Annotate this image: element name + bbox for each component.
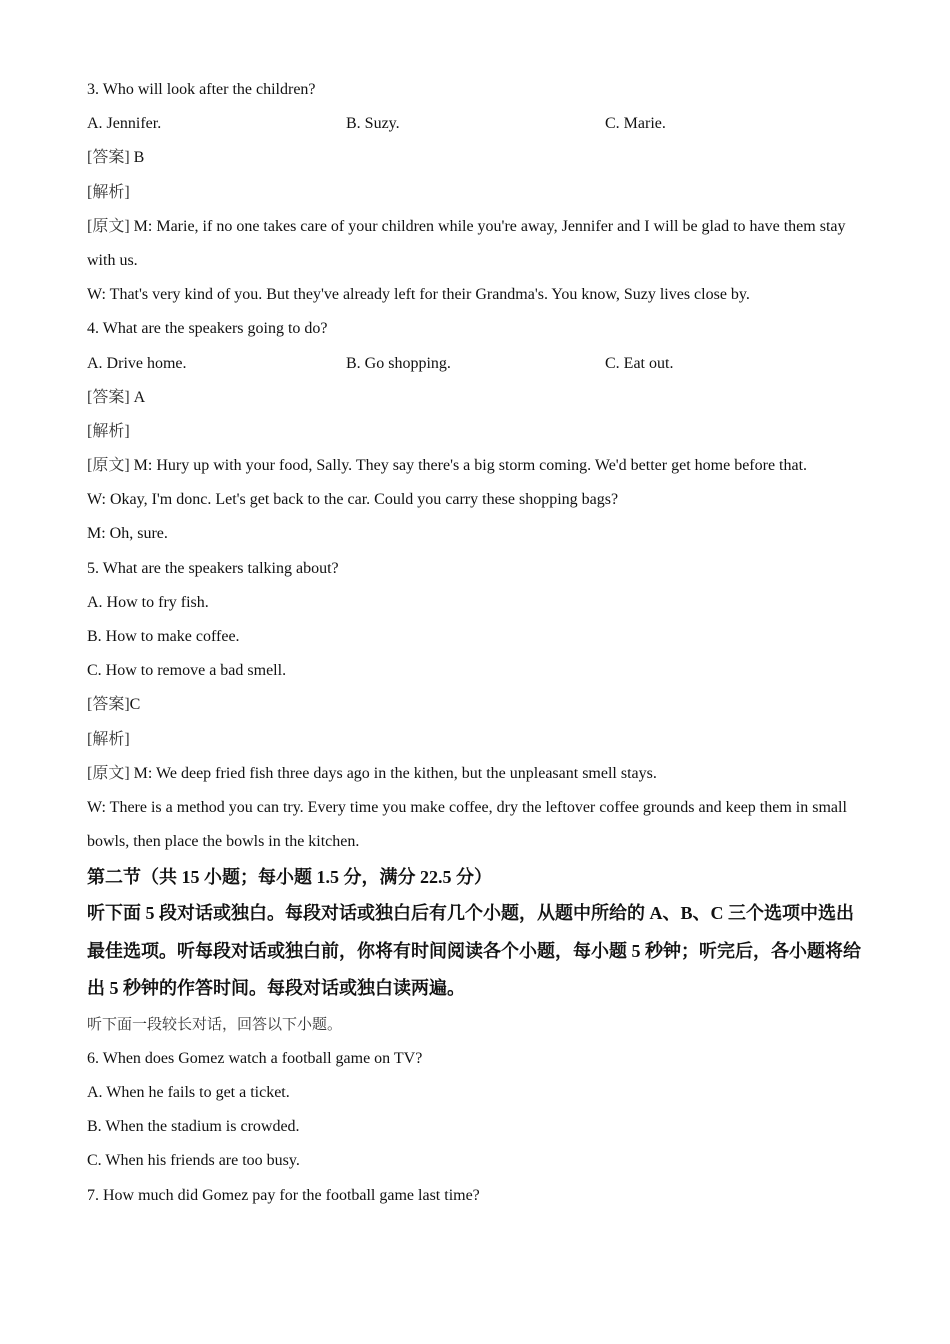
analysis-label-5: [解析] <box>87 730 130 748</box>
transcript-label: [原文] <box>87 217 130 235</box>
document-page <box>87 73 867 1213</box>
answer-label: [答案] <box>87 149 130 167</box>
dialogue-intro: 听下面一段较长对话，回答以下小题。 <box>87 1016 343 1033</box>
question-4-options <box>87 347 867 381</box>
option-a: A. Jennifer. <box>87 115 162 133</box>
option-a: A. When he fails to get a ticket. <box>87 1084 290 1102</box>
option-a: A. How to fry fish. <box>87 593 209 611</box>
option-c: C. When his friends are too busy. <box>87 1152 300 1170</box>
transcript-4-line-3: M: Oh, sure. <box>87 525 168 543</box>
transcript-5-line-2: W: There is a method you can try. Every time you make coffee, dry the leftover coffee grounds and keep them in small bowls, then place the bowls in the kitchen. <box>87 798 847 851</box>
answer-3 <box>87 141 867 175</box>
analysis-label-4: [解析] <box>87 422 130 440</box>
answer-value: B <box>129 149 145 167</box>
answer-value: A <box>129 388 146 406</box>
transcript-label: [原文] <box>87 764 130 782</box>
section-instructions: 听下面 5 段对话或独白。每段对话或独白后有几个小题，从题中所给的 A、B、C 三个选项中选出最佳选项。听每段对话或独白前，你将有时间阅读各个小题，每小题 5 秒钟；听完后，各小题将给出 5 秒钟的作答时间。每段对话或独白读两遍。 <box>87 903 861 999</box>
option-b: B. Go shopping. <box>346 354 451 372</box>
transcript-5-line-1 <box>87 757 867 791</box>
option-a: A. Drive home. <box>87 354 187 372</box>
section-heading: 第二节（共 15 小题；每小题 1.5 分，满分 22.5 分） <box>87 867 492 888</box>
analysis-label-3: [解析] <box>87 183 130 201</box>
question-4: 4. What are the speakers going to do? <box>87 320 328 338</box>
option-c: C. How to remove a bad smell. <box>87 662 287 680</box>
question-3-options <box>87 107 867 141</box>
option-b: B. How to make coffee. <box>87 628 240 646</box>
answer-label: [答案] <box>87 388 130 406</box>
question-3: 3. Who will look after the children? <box>87 81 316 98</box>
option-c: C. Marie. <box>605 115 666 133</box>
option-b: B. Suzy. <box>346 115 400 133</box>
option-b: B. When the stadium is crowded. <box>87 1118 300 1136</box>
transcript-3-line-1 <box>87 210 867 278</box>
question-7: 7. How much did Gomez pay for the football game last time? <box>87 1186 480 1204</box>
option-c: C. Eat out. <box>605 354 674 372</box>
answer-value: C <box>129 696 141 714</box>
transcript-text: M: Hury up with your food, Sally. They say there's a big storm coming. We'd better get home before that. <box>129 457 808 475</box>
transcript-4-line-2: W: Okay, I'm donc. Let's get back to the car. Could you carry these shopping bags? <box>87 491 619 509</box>
transcript-3-line-2: W: That's very kind of you. But they've already left for their Grandma's. You know, Suzy lives close by. <box>87 286 750 304</box>
answer-4 <box>87 381 867 415</box>
question-6: 6. When does Gomez watch a football game on TV? <box>87 1049 423 1067</box>
transcript-text: M: We deep fried fish three days ago in the kithen, but the unpleasant smell stays. <box>129 764 657 782</box>
transcript-label: [原文] <box>87 457 130 475</box>
answer-5 <box>87 688 867 722</box>
answer-label: [答案] <box>87 696 130 714</box>
transcript-4-line-1 <box>87 449 867 483</box>
transcript-text: M: Marie, if no one takes care of your children while you're away, Jennifer and I will be glad to have them stay with us. <box>87 217 846 269</box>
question-5: 5. What are the speakers talking about? <box>87 559 339 577</box>
